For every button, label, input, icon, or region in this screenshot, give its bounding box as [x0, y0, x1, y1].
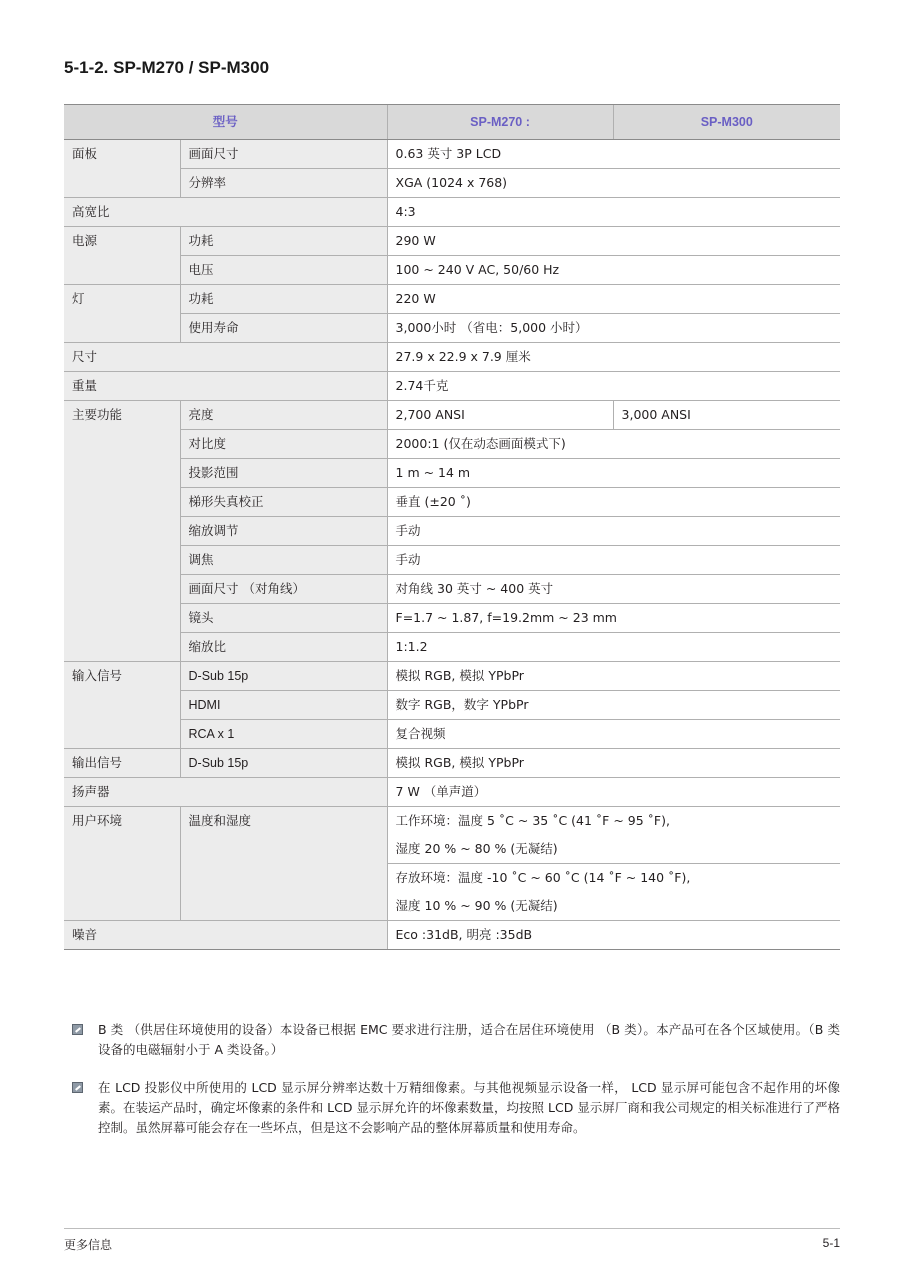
value-resolution: XGA (1024 x 768)	[387, 169, 840, 198]
value-noise: Eco :31dB, 明亮 :35dB	[387, 921, 840, 950]
table-row	[64, 372, 840, 401]
table-row	[64, 169, 840, 198]
value-focus: 手动	[387, 546, 840, 575]
value-lamp-life: 3,000小时 （省电：5,000 小时）	[387, 314, 840, 343]
table-row	[64, 807, 840, 864]
sub-label-lamp-consumption: 功耗	[180, 285, 387, 314]
table-row	[64, 227, 840, 256]
row-label-environment: 用户环境	[64, 807, 180, 921]
footer-divider	[64, 1228, 840, 1229]
header-sp-m300: SP-M300	[613, 105, 840, 140]
note-emc	[72, 1020, 840, 1060]
value-dimension: 27.9 x 22.9 x 7.9 厘米	[387, 343, 840, 372]
value-brightness-m300: 3,000 ANSI	[613, 401, 840, 430]
storage-temp: 存放环境：温度 -10 ˚C ~ 60 ˚C (14 ˚F ~ 140 ˚F),	[395, 870, 691, 885]
sub-label-lamp-life: 使用寿命	[180, 314, 387, 343]
table-row	[64, 285, 840, 314]
table-row	[64, 662, 840, 691]
page-title: 5-1-2. SP-M270 / SP-M300	[64, 58, 270, 77]
sub-label-power-consumption: 功耗	[180, 227, 387, 256]
table-row	[64, 633, 840, 662]
sub-label-input-hdmi: HDMI	[180, 691, 387, 720]
sub-label-brightness: 亮度	[180, 401, 387, 430]
row-label-dimension: 尺寸	[64, 343, 387, 372]
sub-label-output-dsub: D-Sub 15p	[180, 749, 387, 778]
value-diagonal: 对角线 30 英寸 ~ 400 英寸	[387, 575, 840, 604]
row-label-noise: 噪音	[64, 921, 387, 950]
table-row	[64, 749, 840, 778]
sub-label-range: 投影范围	[180, 459, 387, 488]
row-label-lamp: 灯	[64, 285, 180, 343]
table-row	[64, 314, 840, 343]
row-label-aspect: 高宽比	[64, 198, 387, 227]
sub-label-lens: 镜头	[180, 604, 387, 633]
sub-label-screen-size: 画面尺寸	[180, 140, 387, 169]
value-zoom: 手动	[387, 517, 840, 546]
table-row	[64, 720, 840, 749]
note-text: B 类 （供居住环境使用的设备）本设备已根据 EMC 要求进行注册，适合在居住环境使用 （B 类）。本产品可在各个区域使用。（B 类设备的电磁辐射小于 A 类设备。）	[98, 1022, 840, 1057]
value-brightness-m270: 2,700 ANSI	[387, 401, 613, 430]
header-sp-m270: SP-M270 :	[387, 105, 613, 140]
sub-label-temp-humidity: 温度和湿度	[180, 807, 387, 921]
table-row	[64, 575, 840, 604]
row-label-features: 主要功能	[64, 401, 180, 662]
spec-table	[64, 104, 840, 950]
sub-label-keystone: 梯形失真校正	[180, 488, 387, 517]
value-power-consumption: 290 W	[387, 227, 840, 256]
value-input-dsub: 模拟 RGB, 模拟 YPbPr	[387, 662, 840, 691]
footer-section: 更多信息	[64, 1238, 113, 1252]
header-model: 型号	[64, 105, 387, 140]
row-label-weight: 重量	[64, 372, 387, 401]
value-operating-env	[387, 807, 840, 864]
sub-label-focus: 调焦	[180, 546, 387, 575]
sub-label-contrast: 对比度	[180, 430, 387, 459]
note-icon	[72, 1082, 83, 1093]
table-row	[64, 691, 840, 720]
sub-label-diagonal: 画面尺寸 （对角线）	[180, 575, 387, 604]
value-output-dsub: 模拟 RGB, 模拟 YPbPr	[387, 749, 840, 778]
value-zoom-ratio: 1:1.2	[387, 633, 840, 662]
value-weight: 2.74千克	[387, 372, 840, 401]
sub-label-zoom: 缩放调节	[180, 517, 387, 546]
table-row	[64, 921, 840, 950]
row-label-panel: 面板	[64, 140, 180, 198]
note-lcd-pixels	[72, 1078, 840, 1138]
table-row	[64, 198, 840, 227]
value-storage-env	[387, 864, 840, 921]
sub-label-input-rca: RCA x 1	[180, 720, 387, 749]
sub-label-input-dsub: D-Sub 15p	[180, 662, 387, 691]
row-label-input: 输入信号	[64, 662, 180, 749]
value-keystone: 垂直 (±20 ˚)	[387, 488, 840, 517]
table-row	[64, 488, 840, 517]
value-lamp-consumption: 220 W	[387, 285, 840, 314]
value-input-rca: 复合视频	[387, 720, 840, 749]
value-voltage: 100 ~ 240 V AC, 50/60 Hz	[387, 256, 840, 285]
operating-temp: 工作环境：温度 5 ˚C ~ 35 ˚C (41 ˚F ~ 95 ˚F),	[395, 813, 670, 828]
storage-humidity: 湿度 10 % ~ 90 % (无凝结)	[395, 898, 558, 913]
value-lens: F=1.7 ~ 1.87, f=19.2mm ~ 23 mm	[387, 604, 840, 633]
table-row	[64, 459, 840, 488]
row-label-output: 输出信号	[64, 749, 180, 778]
row-label-power: 电源	[64, 227, 180, 285]
row-label-speaker: 扬声器	[64, 778, 387, 807]
table-row	[64, 517, 840, 546]
sub-label-voltage: 电压	[180, 256, 387, 285]
table-row	[64, 256, 840, 285]
table-row	[64, 546, 840, 575]
value-aspect: 4:3	[387, 198, 840, 227]
value-range: 1 m ~ 14 m	[387, 459, 840, 488]
operating-humidity: 湿度 20 % ~ 80 % (无凝结)	[395, 841, 558, 856]
table-header-row	[64, 105, 840, 140]
table-row	[64, 140, 840, 169]
value-screen-size: 0.63 英寸 3P LCD	[387, 140, 840, 169]
note-icon	[72, 1024, 83, 1035]
value-input-hdmi: 数字 RGB，数字 YPbPr	[387, 691, 840, 720]
table-row	[64, 778, 840, 807]
value-speaker: 7 W （单声道）	[387, 778, 840, 807]
sub-label-zoom-ratio: 缩放比	[180, 633, 387, 662]
table-row	[64, 401, 840, 430]
table-row	[64, 604, 840, 633]
page-number: 5-1	[822, 1236, 840, 1250]
table-row	[64, 430, 840, 459]
table-row	[64, 343, 840, 372]
note-text: 在 LCD 投影仪中所使用的 LCD 显示屏分辨率达数十万精细像素。与其他视频显示设备一样， LCD 显示屏可能包含不起作用的坏像素。在装运产品时，确定坏像素的条件和 LCD 显示屏允许的坏像素数量，均按照 LCD 显示屏厂商和我公司规定的相关标准进行了严格控制。虽然屏幕可能会存在一些坏点，但是这不会影响产品的整体屏幕质量和使用寿命。	[98, 1080, 840, 1135]
sub-label-resolution: 分辨率	[180, 169, 387, 198]
value-contrast: 2000:1 (仅在动态画面模式下)	[387, 430, 840, 459]
